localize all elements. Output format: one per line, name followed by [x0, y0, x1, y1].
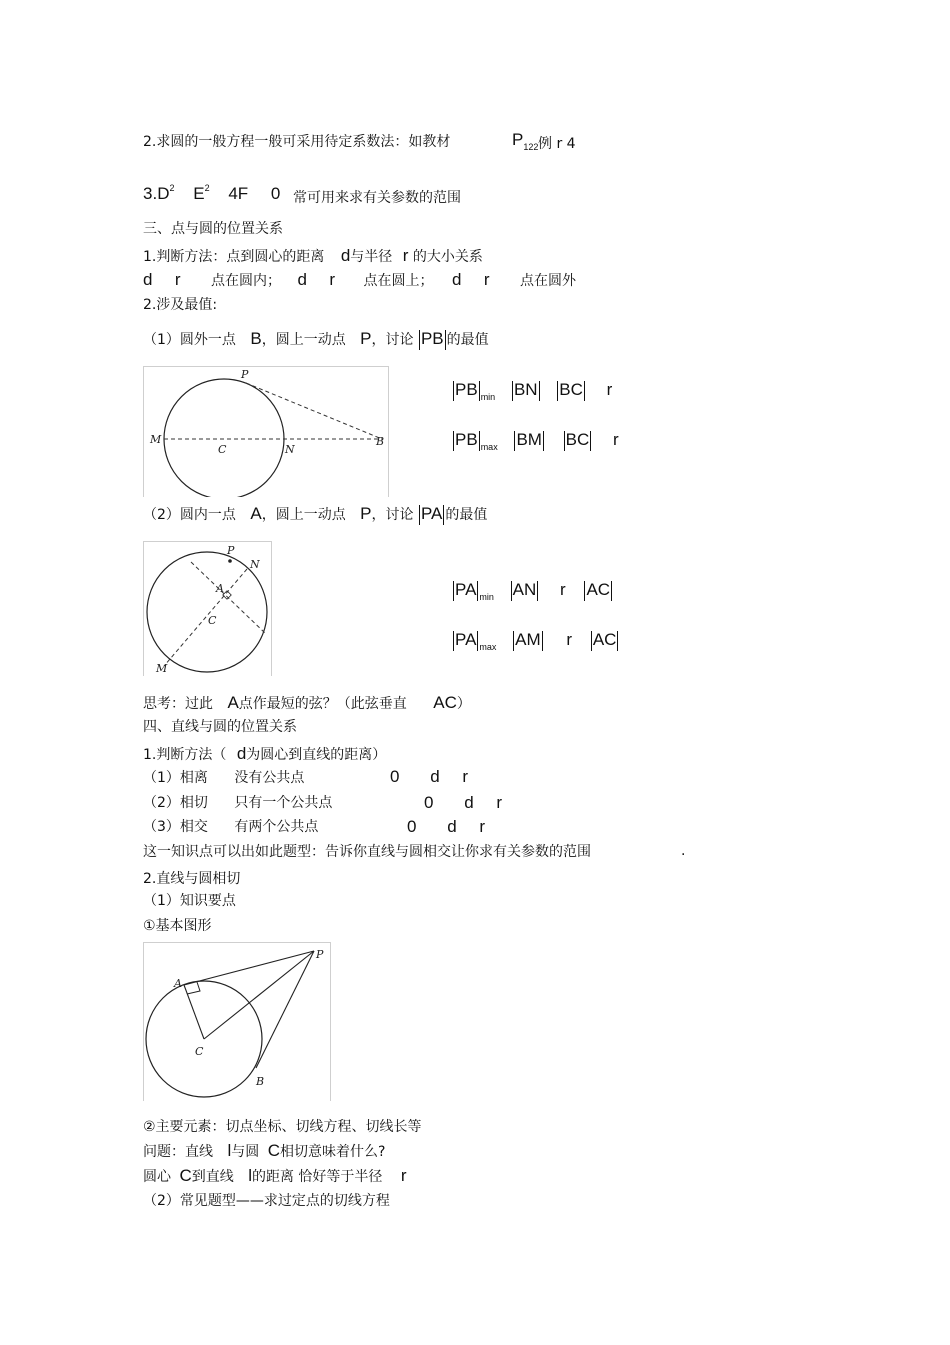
- condition-line: $3.D^2$ $E^2$ 4F 0: [143, 183, 281, 203]
- answer-line: 圆心 C到直线 l的距离 恰好等于半径 r: [143, 1166, 407, 1185]
- formula-pb-min: PB $_{min}$ BN BC r: [455, 380, 613, 402]
- formula-pa-max: PA $_{max}$ AM r AC: [455, 630, 617, 652]
- method-line: 2.求圆的一般方程一般可采用待定系数法：如教材: [143, 134, 451, 150]
- case-2-line: （2）圆内一点 A，圆上一动点 P，讨论 PA 的最值: [143, 504, 488, 523]
- label-p: P: [241, 368, 249, 381]
- tangent-points: （1）知识要点: [143, 893, 236, 909]
- label-c: C: [208, 614, 217, 627]
- condition-tail: 常可用来求有关参数的范围: [293, 190, 461, 206]
- case-1-line: （1）圆外一点 B，圆上一动点 P，讨论 PB 的最值: [143, 329, 489, 348]
- common-type: （2）常见题型——求过定点的切线方程: [143, 1193, 390, 1209]
- label-c: C: [195, 1045, 204, 1058]
- section-4-title: 四、直线与圆的位置关系: [143, 719, 297, 735]
- note-line: 这一知识点可以出如此题型：告诉你直线与圆相交让你求有关参数的范围: [143, 844, 591, 860]
- figure-tangent: [143, 942, 331, 1101]
- note-dot: .: [681, 843, 686, 859]
- external-point-diagram: [144, 367, 388, 497]
- formula-pa-min: PA $_{min}$ AN r AC: [455, 580, 611, 602]
- label-n: N: [250, 558, 260, 571]
- question-line: 问题：直线 l与圆 C相切意味着什么?: [143, 1141, 386, 1160]
- tangent-title: 2.直线与圆相切: [143, 871, 241, 887]
- case-tangent: （2）相切 只有一个公共点: [143, 795, 333, 811]
- internal-point-diagram: [144, 542, 271, 676]
- basic-figure-title: ①基本图形: [143, 918, 212, 934]
- label-n: N: [285, 443, 295, 456]
- think-line: 思考：过此 A点作最短的弦？（此弦垂直 AC）: [143, 693, 471, 712]
- label-p: P: [227, 544, 235, 557]
- case-separate: （1）相离 没有公共点: [143, 770, 305, 786]
- textbook-ref: $P_{122}$: [512, 130, 539, 152]
- tangent-diagram: [144, 943, 330, 1101]
- judge-method-1: 1.判断方法：点到圆心的距离 d与半径 r 的大小关系: [143, 246, 483, 265]
- case-separate-formula: 0 d r: [390, 767, 469, 786]
- label-a: A: [216, 582, 224, 595]
- textbook-example: 例 r 4: [538, 136, 576, 152]
- label-m: M: [156, 662, 168, 675]
- case-intersect: （3）相交 有两个公共点: [143, 819, 319, 835]
- label-c: C: [218, 443, 227, 456]
- extreme-title: 2.涉及最值:: [143, 297, 218, 313]
- figure-internal-point: [143, 541, 272, 676]
- formula-pb-max: PB $_{max}$ BM BC r: [455, 430, 619, 452]
- case-tangent-formula: 0 d r: [424, 793, 503, 812]
- relations-line: d r 点在圆内； d r 点在圆上； d r 点在圆外: [143, 270, 577, 289]
- main-elements: ②主要元素：切点坐标、切线方程、切线长等: [143, 1119, 422, 1135]
- figure-external-point: [143, 366, 389, 497]
- label-m: M: [150, 433, 162, 446]
- label-a: A: [174, 977, 182, 990]
- label-p: P: [316, 948, 324, 961]
- label-b: B: [256, 1075, 265, 1088]
- case-intersect-formula: 0 d r: [407, 817, 486, 836]
- section-3-title: 三、点与圆的位置关系: [143, 221, 283, 237]
- label-b: B: [376, 435, 385, 448]
- judge-method-4: 1.判断方法（ d为圆心到直线的距离）: [143, 744, 387, 763]
